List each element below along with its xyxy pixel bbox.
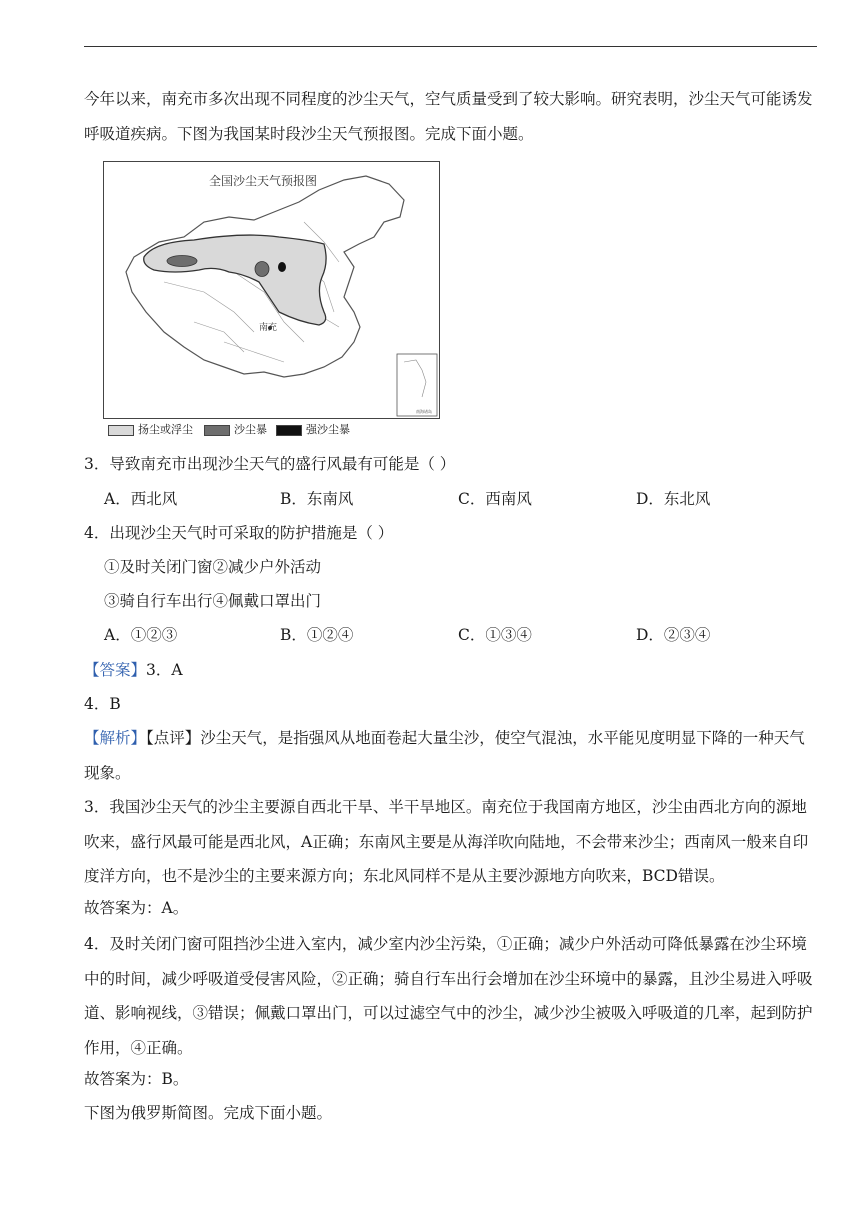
answer-tag: 【答案】: [84, 661, 147, 679]
sandstorm-zone-east: [255, 262, 269, 277]
dust-forecast-map: [103, 161, 440, 419]
sandstorm-zone-west: [167, 256, 197, 267]
analysis-comment: [84, 721, 820, 790]
answer-q4: 4．B: [84, 695, 121, 713]
analysis-q3-conclusion: 故答案为：A。: [84, 899, 189, 917]
answer-line: [84, 658, 183, 682]
q3-option-c: C．西南风: [458, 490, 532, 508]
strong-sandstorm-zone: [278, 262, 286, 272]
analysis-q4: 4．及时关闭门窗可阻挡沙尘进入室内，减少室内沙尘污染，①正确；减少户外活动可降低暴露在沙尘环境中的时间，减少呼吸道受侵害风险，②正确；骑自行车出行会增加在沙尘环境中的暴露，且沙尘易进入呼吸道、影响视线，③错误；佩戴口罩出门，可以过滤空气中的沙尘，减少沙尘被吸入呼吸道的几率，起到防护作用，④正确。: [84, 935, 813, 1057]
legend-swatch-sandstorm: [204, 425, 230, 436]
q4-option-b: B．①②④: [280, 626, 354, 644]
q4-item-line-2: ③骑自行车出行④佩戴口罩出门: [104, 592, 322, 610]
china-map-graphic: [104, 162, 439, 418]
analysis-tag: 【解析】: [84, 729, 147, 747]
legend-swatch-blowing-dust: [108, 425, 134, 436]
legend-item-strong-sandstorm: 强沙尘暴: [276, 421, 350, 439]
intro-paragraph: 今年以来，南充市多次出现不同程度的沙尘天气，空气质量受到了较大影响。研究表明，沙尘天气可能诱发呼吸道疾病。下图为我国某时段沙尘天气预报图。完成下面小题。: [84, 90, 813, 143]
map-title: 全国沙尘天气预报图: [209, 174, 318, 188]
analysis-q3: 3．我国沙尘天气的沙尘主要源自西北干旱、半干旱地区。南充位于我国南方地区，沙尘由西北方向的源地吹来，盛行风最可能是西北风，A正确；东南风主要是从海洋吹向陆地，不会带来沙尘；西南风一般来自印度洋方向，也不是沙尘的主要来源方向；东北风同样不是从主要沙源地方向吹来，BCD错误。: [84, 798, 809, 885]
q3-option-b: B．东南风: [280, 490, 354, 508]
comment-tag: 【点评】: [146, 729, 201, 747]
nanchong-label: 南充: [259, 323, 278, 333]
q3-option-a: A．西北风: [104, 490, 178, 508]
next-question-intro: 下图为俄罗斯简图。完成下面小题。: [84, 1104, 333, 1122]
analysis-q4-conclusion: 故答案为：B。: [84, 1070, 189, 1088]
q3-option-d: D．东北风: [636, 490, 711, 508]
q4-option-a: A．①②③: [104, 626, 178, 644]
comment-text: 沙尘天气，是指强风从地面卷起大量尘沙，使空气混浊，水平能见度明显下降的一种天气现象。: [84, 729, 805, 782]
q4-option-d: D．②③④: [636, 626, 711, 644]
question-3-stem: 3．导致南充市出现沙尘天气的盛行风最有可能是（ ）: [84, 455, 456, 473]
inset-label: 南海诸岛: [416, 409, 432, 414]
header-rule: [84, 46, 817, 47]
south-china-sea-inset: [397, 354, 437, 416]
legend-item-blowing-dust: 扬尘或浮尘: [108, 421, 193, 439]
legend-item-sandstorm: 沙尘暴: [204, 421, 267, 439]
q4-item-line-1: ①及时关闭门窗②减少户外活动: [104, 558, 322, 576]
legend-swatch-strong-sandstorm: [276, 425, 302, 436]
answer-q3: 3．A: [146, 661, 183, 679]
question-4-stem: 4．出现沙尘天气时可采取的防护措施是（ ）: [84, 524, 394, 542]
q4-option-c: C．①③④: [458, 626, 532, 644]
